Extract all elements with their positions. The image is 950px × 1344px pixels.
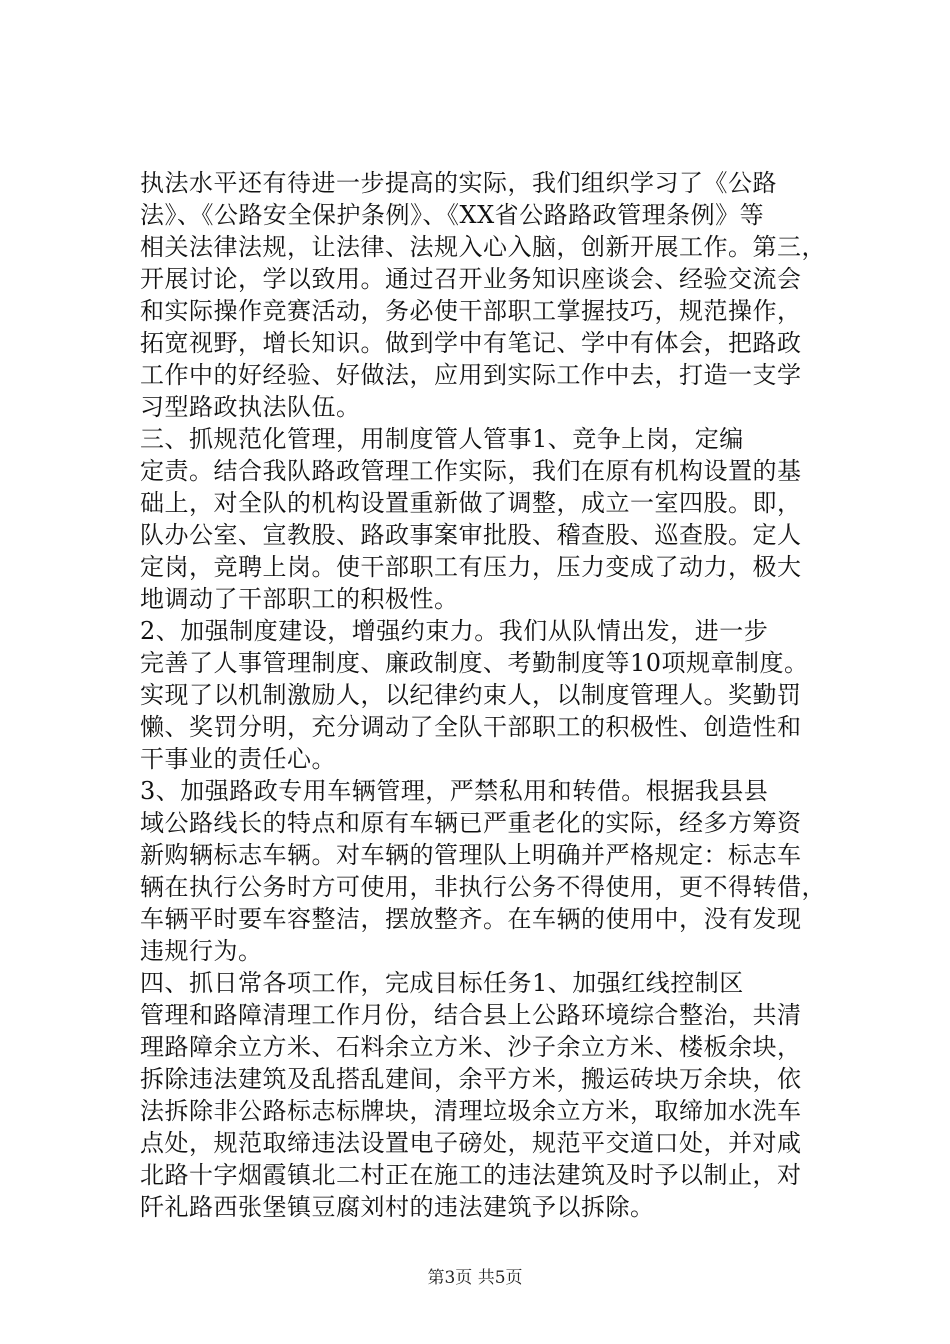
text-line: 2、加强制度建设，增强约束力。我们从队情出发，进一步 bbox=[140, 617, 769, 645]
text-line: 执法水平还有待进一步提高的实际，我们组织学习了《公路 bbox=[140, 169, 777, 197]
text-line: 车辆平时要车容整洁，摆放整齐。在车辆的使用中，没有发现 bbox=[140, 905, 802, 933]
text-line: 定岗，竞聘上岗。使干部职工有压力，压力变成了动力，极大 bbox=[140, 553, 802, 581]
text-line: 北路十字烟霞镇北二村正在施工的违法建筑及时予以制止，对 bbox=[140, 1161, 802, 1189]
text-line: 三、抓规范化管理，用制度管人管事1、竞争上岗，定编 bbox=[140, 425, 744, 453]
text-line: 完善了人事管理制度、廉政制度、考勤制度等10项规章制度。 bbox=[140, 649, 809, 677]
text-line: 干事业的责任心。 bbox=[140, 745, 336, 773]
text-line: 法》、《公路安全保护条例》、《XX省公路路政管理条例》等 bbox=[140, 201, 765, 229]
text-line: 拓宽视野，增长知识。做到学中有笔记、学中有体会，把路政 bbox=[140, 329, 802, 357]
text-line: 定责。结合我队路政管理工作实际，我们在原有机构设置的基 bbox=[140, 457, 802, 485]
text-line: 础上，对全队的机构设置重新做了调整，成立一室四股。即， bbox=[140, 489, 802, 517]
text-line: 地调动了干部职工的积极性。 bbox=[140, 585, 459, 613]
text-line: 习型路政执法队伍。 bbox=[140, 393, 361, 421]
text-line: 新购辆标志车辆。对车辆的管理队上明确并严格规定：标志车 bbox=[140, 841, 802, 869]
text-line: 点处，规范取缔违法设置电子磅处，规范平交道口处，并对咸 bbox=[140, 1129, 802, 1157]
text-line: 工作中的好经验、好做法，应用到实际工作中去，打造一支学 bbox=[140, 361, 802, 389]
text-line: 拆除违法建筑及乱搭乱建间，余平方米，搬运砖块万余块，依 bbox=[140, 1065, 802, 1093]
text-line: 开展讨论，学以致用。通过召开业务知识座谈会、经验交流会 bbox=[140, 265, 802, 293]
text-line: 管理和路障清理工作月份，结合县上公路环境综合整治，共清 bbox=[140, 1001, 802, 1029]
text-line: 四、抓日常各项工作，完成目标任务1、加强红线控制区 bbox=[140, 969, 744, 997]
text-line: 实现了以机制激励人，以纪律约束人，以制度管理人。奖勤罚 bbox=[140, 681, 802, 709]
text-line: 3、加强路政专用车辆管理，严禁私用和转借。根据我县县 bbox=[140, 777, 769, 805]
text-line: 阡礼路西张堡镇豆腐刘村的违法建筑予以拆除。 bbox=[140, 1193, 655, 1221]
text-line: 法拆除非公路标志标牌块，清理垃圾余立方米，取缔加水洗车 bbox=[140, 1097, 802, 1125]
text-line: 违规行为。 bbox=[140, 937, 263, 965]
text-line: 域公路线长的特点和原有车辆已严重老化的实际，经多方筹资 bbox=[140, 809, 802, 837]
text-line: 和实际操作竞赛活动，务必使干部职工掌握技巧，规范操作， bbox=[140, 297, 802, 325]
text-line: 辆在执行公务时方可使用，非执行公务不得使用，更不得转借， bbox=[140, 873, 826, 901]
text-line: 理路障余立方米、石料余立方米、沙子余立方米、楼板余块， bbox=[140, 1033, 802, 1061]
text-line: 懒、奖罚分明，充分调动了全队干部职工的积极性、创造性和 bbox=[140, 713, 802, 741]
text-line: 队办公室、宣教股、路政事案审批股、稽查股、巡查股。定人 bbox=[140, 521, 802, 549]
page-number-footer: 第3页 共5页 bbox=[427, 1268, 523, 1288]
text-line: 相关法律法规，让法律、法规入心入脑，创新开展工作。第三， bbox=[140, 233, 826, 261]
